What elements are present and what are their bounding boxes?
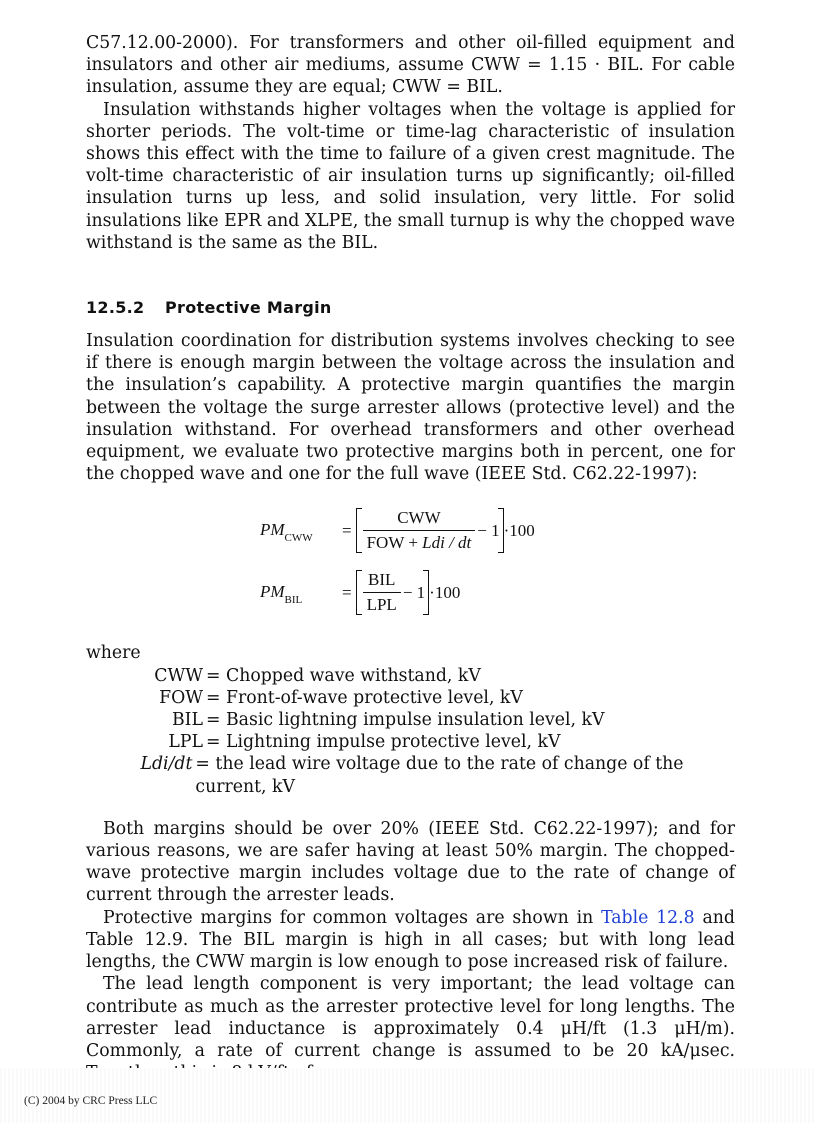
page-body — [86, 32, 735, 1084]
paragraph-margins: Both margins should be over 20% (IEEE Std. C62.22-1997); and for various reasons, we are safer having at least 50% margin. The chopped-wave protective margin includes voltage due to the rate of change of current through the arrester leads. — [86, 818, 735, 906]
eq1-bracket: $\frac{\text{CWW}}{\text{FOW + Ldi / dt}}$ − 1 — [356, 508, 504, 553]
table-12-8-link[interactable]: Table 12.8 — [601, 907, 695, 928]
section-title: Protective Margin — [165, 298, 332, 318]
paragraph-tables: Protective margins for common voltages are shown in Table 12.8 and Table 12.9. The BIL margin is high in all cases; but with long lead lengths, the CWW margin is low enough to pose increased risk of failure. — [86, 907, 735, 973]
eq1-fraction: $\frac{\text{CWW}}{\text{FOW + Ldi / dt}}$ — [363, 508, 476, 553]
paragraph-lead: The lead length component is very important; the lead voltage can contribute as much as the arrester protective level for long lengths. The arrester lead inductance is approximately 0.4 μH/ft (1.3 μH/m). Commonly, a rate of current change is assumed to be 20 kA/μsec. — [86, 974, 735, 1061]
paragraph-intro: Insulation coordination for distribution systems involves checking to see if there is enough margin between the voltage across the insulation and the insulation’s capability. A protective margin quantifies the margin between the voltage the surge arrester allows (protective level) and the insulation withstand. For overhead transformers and other overhead equipment, we evaluate two protective margins both in percent, one for the chopped wave and one for the full wave (IEEE Std. C62.22-1997): — [86, 331, 735, 485]
eq2-bracket: $\frac{\text{BIL}}{\text{LPL}}$ − 1 — [356, 570, 430, 615]
eq2-lhs: $PM_{BIL}$ — [260, 581, 303, 607]
equation-pm-cww: $PM_{CWW}$ = $\frac{\text{CWW}}{\text{FOW + Ldi / dt}}$ − 1 ·100 — [260, 508, 535, 553]
equation-block — [86, 508, 735, 634]
eq1-multiplier: ·100 — [503, 520, 535, 540]
paragraph-top-2: Insulation withstands higher voltages when the voltage is applied for shorter periods. The volt-time or time-lag characteristic of insulation shows this effect with the time to failure of a given crest magnitude. The volt-time characteristic of air insulation turns up significantly; oil-filled insulation turns up less, and solid insulation, very little. For solid insulations like EPR and XLPE, the small turnup is why the chopped wave withstand is the same as the BIL. — [86, 99, 735, 253]
equation-pm-bil: $PM_{BIL}$ = $\frac{\text{BIL}}{\text{LPL}}$ − 1 ·100 — [260, 570, 461, 615]
paragraph-top-1: C57.12.00-2000). For transformers and other oil-filled equipment and insulators and other air mediums, assume CWW = 1.15 · BIL. For cable insulation, assume they are equal; CWW = BIL. — [86, 33, 735, 98]
definition-item: Ldi/dt = the lead wire voltage due to the rate of change of the current, kV — [140, 754, 684, 797]
eq2-fraction: $\frac{\text{BIL}}{\text{LPL}}$ — [363, 570, 401, 615]
copyright-footer: (C) 2004 by CRC Press LLC — [24, 1095, 158, 1107]
definition-item: FOW = Front-of-wave protective level, kV — [159, 687, 523, 708]
section-heading — [86, 298, 735, 317]
section-number: 12.5.2 — [86, 298, 145, 318]
where-label: where — [86, 643, 141, 664]
definition-item: CWW = Chopped wave withstand, kV — [154, 665, 481, 686]
eq1-lhs: $PM_{CWW}$ — [260, 519, 313, 545]
eq2-multiplier: ·100 — [429, 582, 461, 602]
definition-item: BIL = Basic lightning impulse insulation level, kV — [171, 710, 605, 731]
definitions-list — [86, 665, 735, 798]
definition-item: LPL = Lightning impulse protective level, kV — [168, 732, 561, 753]
